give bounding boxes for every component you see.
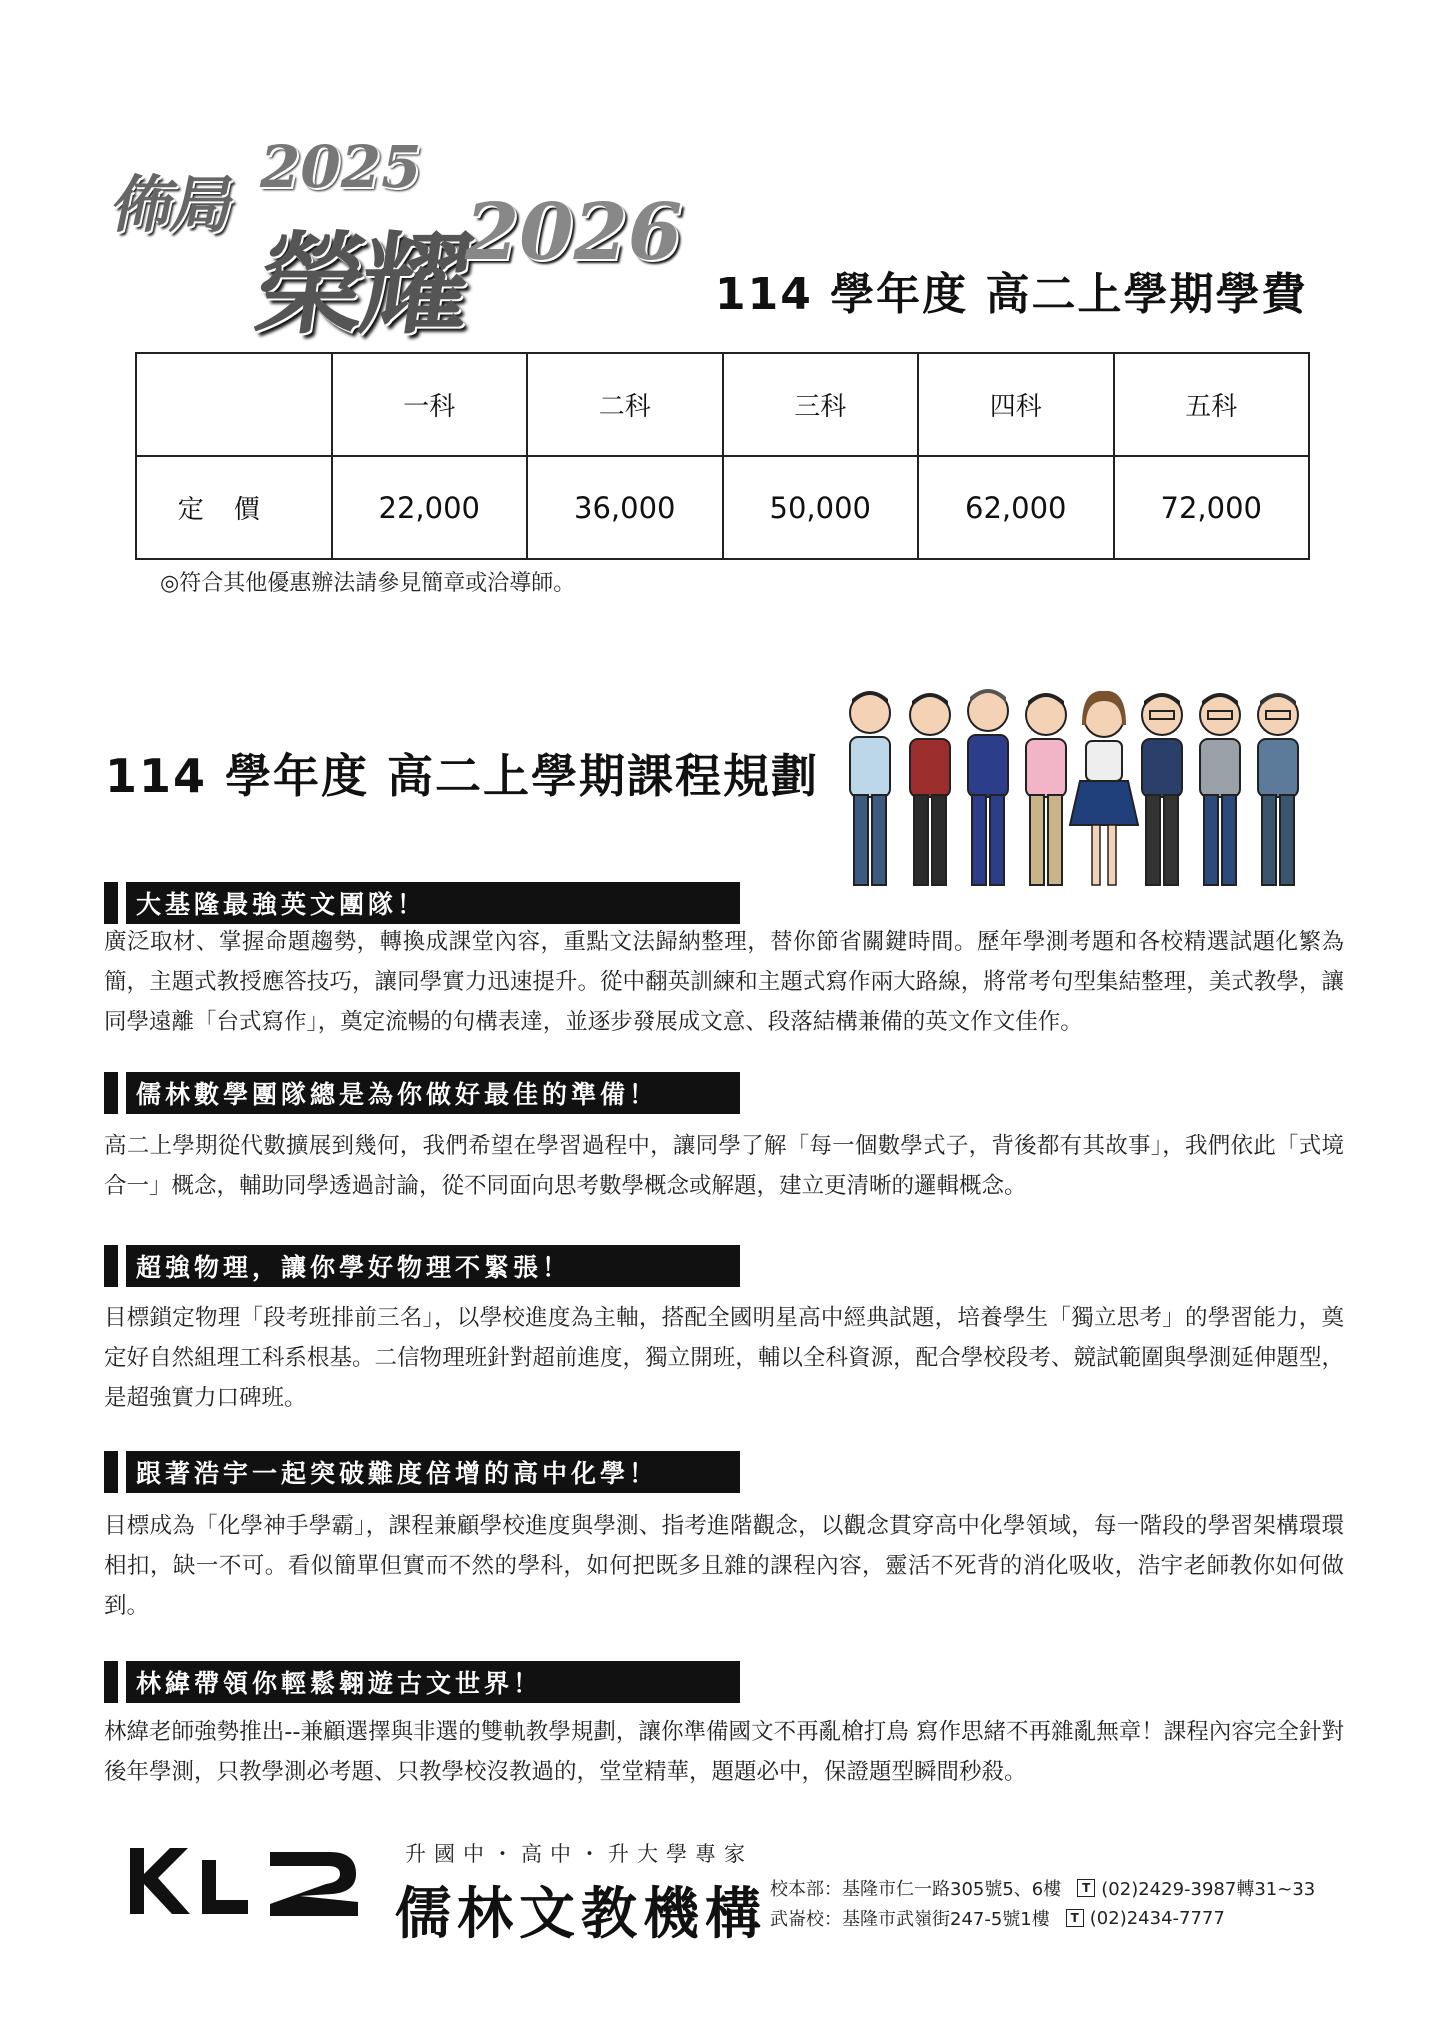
section-header-chemistry <box>104 1451 740 1493</box>
section-body-chinese: 林緯老師強勢推出--兼顧選擇與非選的雙軌教學規劃，讓你準備國文不再亂槍打鳥 寫作思緒不再雜亂無章！課程內容完全針對後年學測，只教學測必考題、只教學校沒教過的，堂堂精華，題題必中，保證題型瞬間秒殺。 <box>104 1719 1344 1785</box>
fee-table <box>135 352 1310 560</box>
price-cell: 22,000 <box>332 456 528 559</box>
branch-phone: (02)2429-3987轉31~33 <box>1101 1879 1316 1900</box>
teacher-figure <box>1070 691 1138 885</box>
section-body-math: 高二上學期從代數擴展到幾何，我們希望在學習過程中，讓同學了解「每一個數學式子，背後都有其故事」，我們依此「式境合一」概念，輔助同學透過討論，從不同面向思考數學概念或解題，建立更清晰的邏輯概念。 <box>104 1133 1344 1199</box>
section-body-chemistry: 目標成為「化學神手學霸」，課程兼顧學校進度與學測、指考進階觀念，以觀念貫穿高中化學領域，每一階段的學習架構環環相扣，缺一不可。看似簡單但實而不然的學科，如何把既多且雜的課程內容，靈活不死背的消化吸收，浩宇老師教你如何做到。 <box>104 1513 1344 1619</box>
footer-tagline: 升國中・高中・升大學專家 <box>405 1842 753 1866</box>
section-heading: 跟著浩宇一起突破難度倍增的高中化學！ <box>126 1451 740 1493</box>
price-cell: 62,000 <box>918 456 1114 559</box>
price-row-label: 定價 <box>136 456 332 559</box>
fee-table-header: 四科 <box>918 353 1114 456</box>
org-name: 儒林文教機構 <box>395 1882 767 1947</box>
section-heading: 大基隆最強英文團隊！ <box>126 882 740 924</box>
section-body-physics: 目標鎖定物理「段考班排前三名」，以學校進度為主軸，搭配全國明星高中經典試題，培養學生「獨立思考」的學習能力，奠定好自然組理工科系根基。二信物理班針對超前進度，獨立開班，輔以全科資源，配合學校段考、競試範圍與學測延伸題型，是超強實力口碑班。 <box>104 1305 1344 1411</box>
teacher-figure <box>1026 693 1066 885</box>
branch-main <box>770 1875 1315 1901</box>
branch-address: 校本部：基隆市仁一路305號5、6樓 <box>770 1879 1062 1900</box>
price-cell: 72,000 <box>1114 456 1310 559</box>
fee-table-price-row <box>136 456 1309 559</box>
teacher-figure <box>1258 693 1298 885</box>
fee-table-header: 二科 <box>527 353 723 456</box>
fee-table-header: 三科 <box>723 353 919 456</box>
section-header-math <box>104 1072 740 1114</box>
fee-title: 114 學年度 高二上學期學費 <box>715 269 1308 320</box>
fee-table-header: 一科 <box>332 353 528 456</box>
section-header-chinese <box>104 1661 740 1703</box>
branch-address: 武崙校：基隆市武嶺街247-5號1樓 <box>770 1909 1050 1930</box>
teacher-figure <box>968 689 1008 885</box>
slogan-year2: 2026 <box>465 187 683 278</box>
section-heading: 超強物理，讓你學好物理不緊張！ <box>126 1245 740 1287</box>
teacher-figure <box>1142 693 1182 885</box>
teacher-figure <box>1200 693 1240 885</box>
phone-icon: T <box>1066 1909 1084 1927</box>
slogan-logo <box>105 125 710 349</box>
teachers-illustration <box>842 685 1322 900</box>
plan-title: 114 學年度 高二上學期課程規劃 <box>105 749 820 803</box>
slogan-year1: 2025 <box>260 133 422 201</box>
klr-logo <box>130 1840 370 1922</box>
section-header-physics <box>104 1245 740 1287</box>
section-heading: 林緯帶領你輕鬆翱遊古文世界！ <box>126 1661 740 1703</box>
section-header-english <box>104 882 740 924</box>
branch-phone: (02)2434-7777 <box>1089 1907 1225 1929</box>
teacher-figure <box>850 691 890 885</box>
price-cell: 50,000 <box>723 456 919 559</box>
price-cell: 36,000 <box>527 456 723 559</box>
fee-table-header-row <box>136 353 1309 456</box>
phone-icon: T <box>1077 1879 1095 1897</box>
slogan-line1: 佈局 <box>105 168 241 241</box>
section-body-english: 廣泛取材、掌握命題趨勢，轉換成課堂內容，重點文法歸納整理，替你節省關鍵時間。歷年學測考題和各校精選試題化繁為簡，主題式教授應答技巧，讓同學實力迅速提升。從中翻英訓練和主題式寫作兩大路線，將常考句型集結整理，美式教學，讓同學遠離「台式寫作」，奠定流暢的句構表達，並逐步發展成文意、段落結構兼備的英文作文佳作。 <box>104 929 1344 1035</box>
slogan-line2: 榮耀 <box>247 220 474 349</box>
teacher-figure <box>910 693 950 885</box>
fee-table-header <box>136 353 332 456</box>
fee-note: ◎符合其他優惠辦法請參見簡章或洽導師。 <box>160 571 576 596</box>
section-heading: 儒林數學團隊總是為你做好最佳的準備！ <box>126 1072 740 1114</box>
branch-wulun <box>770 1905 1225 1931</box>
fee-table-header: 五科 <box>1114 353 1310 456</box>
